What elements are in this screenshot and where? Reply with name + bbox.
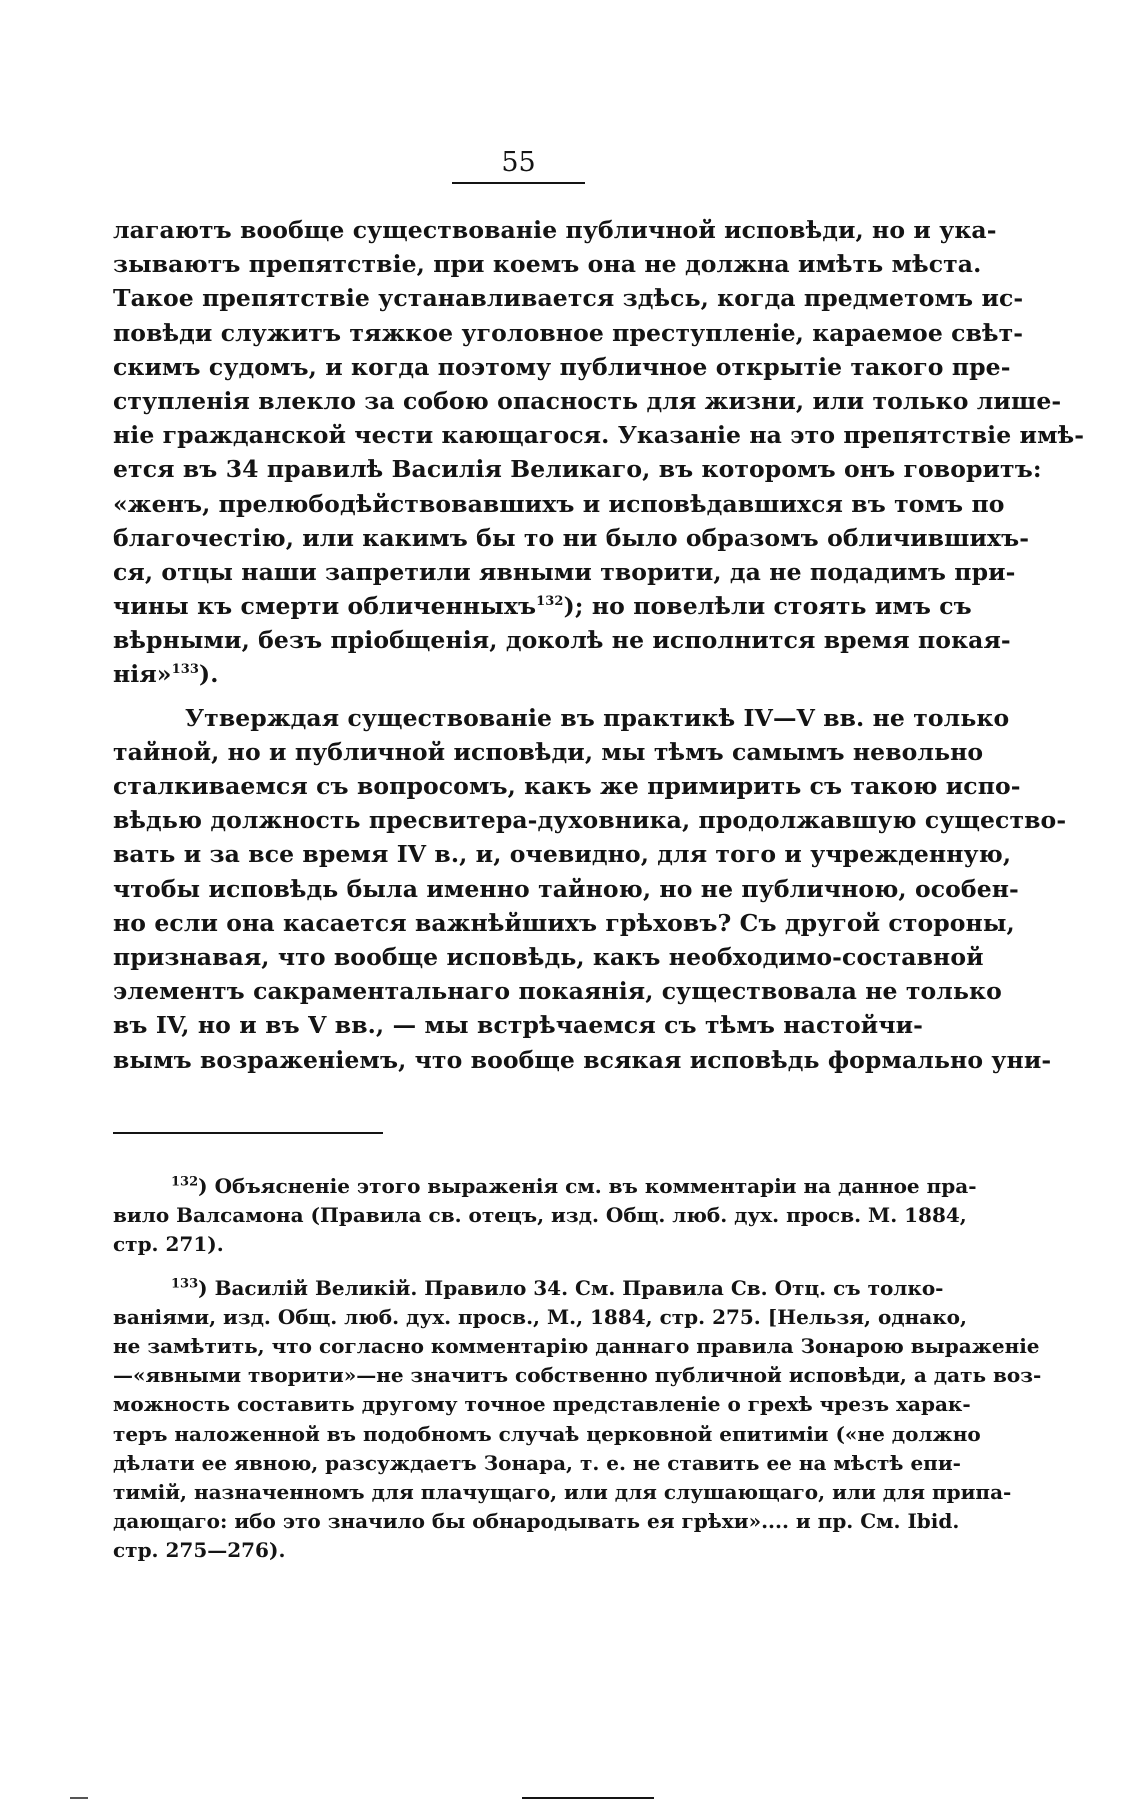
- text-line: вѣрными, безъ пріобщенія, доколѣ не исполнится время покая-: [113, 626, 1011, 655]
- footnote-line: [171, 1274, 944, 1303]
- text-line: Такое препятствіе устанавливается здѣсь, когда предметомъ ис-: [113, 284, 1024, 313]
- text-line: вать и за все время IV в., и, очевидно, для того и учрежденную,: [113, 840, 1012, 869]
- text-line: въ IV, но и въ V вв., — мы встрѣчаемся съ тѣмъ настойчи-: [113, 1011, 923, 1040]
- text-line: чтобы исповѣдь была именно тайною, но не публичною, особен-: [113, 874, 1019, 903]
- bottom-edge-mark: [70, 1797, 88, 1799]
- footnote-132: [113, 1172, 977, 1260]
- footnote-line: [171, 1172, 977, 1201]
- text-line: ется въ 34 правилѣ Василія Великаго, въ которомъ онъ говоритъ:: [113, 455, 1042, 484]
- footnote-ref-132: 132: [536, 594, 564, 610]
- text-line: благочестію, или какимъ бы то ни было образомъ обличившихъ-: [113, 523, 1030, 552]
- line-text: ).: [199, 660, 219, 689]
- footnote-line: —«явными творити»—не значитъ собственно публичной исповѣди, а дать воз-: [113, 1363, 1042, 1388]
- paragraph-start: Утверждая существованіе въ практикѣ IV—V вв. не только: [185, 703, 1010, 732]
- footnote-text: ) Объясненіе этого выраженія см. въ комментаріи на данное пра-: [198, 1174, 977, 1198]
- bottom-edge-rule: [522, 1797, 654, 1799]
- main-text: [113, 213, 1085, 1077]
- text-line: сталкиваемся съ вопросомъ, какъ же примирить съ такою испо-: [113, 772, 1021, 800]
- footnote-line: можность составить другому точное представленіе о грехѣ чрезъ харак-: [113, 1392, 971, 1417]
- footnote-line: дѣлати ее явною, разсуждаетъ Зонара, т. е. не ставить ее на мѣстѣ епи-: [113, 1450, 961, 1475]
- footnote-line: тимій, назначенномъ для плачущаго, или для слушающаго, или для припа-: [113, 1479, 1012, 1504]
- text-line: признавая, что вообще исповѣдь, какъ необходимо-составной: [113, 942, 984, 971]
- text-line: ся, отцы наши запретили явными творити, да не подадимъ при-: [113, 557, 1016, 586]
- line-text: ); но повелѣли стоять имъ съ: [563, 592, 972, 621]
- text-line: вѣдью должность пресвитера-духовника, продолжавшую существо-: [113, 806, 1067, 835]
- line-text: нія»: [113, 660, 172, 689]
- text-line: тайной, но и публичной исповѣди, мы тѣмъ самымъ невольно: [113, 737, 984, 766]
- footnote-marker: 133: [171, 1275, 199, 1291]
- footnote-line: теръ наложенной въ подобномъ случаѣ церковной епитиміи («не должно: [113, 1421, 981, 1446]
- footnote-line: стр. 275—276).: [113, 1538, 286, 1563]
- text-line: но если она касается важнѣйшихъ грѣховъ? Съ другой стороны,: [113, 908, 1015, 937]
- text-line: «женъ, прелюбодѣйствовавшихъ и исповѣдавшихся въ томъ по: [113, 489, 1005, 518]
- footnote-ref-133: 133: [171, 662, 200, 678]
- text-line: ніе гражданской чести кающагося. Указаніе на это препятствіе имѣ-: [113, 421, 1085, 450]
- footnotes: [113, 1172, 1042, 1579]
- footnote-line: дающаго: ибо это значило бы обнародывать ея грѣхи».... и пр. См. Ibid.: [113, 1509, 960, 1534]
- footnote-133: [113, 1274, 1042, 1566]
- text-line: [113, 589, 972, 623]
- text-line: вымъ возраженіемъ, что вообще всякая исповѣдь формально уни-: [113, 1045, 1052, 1074]
- footnote-line: вило Валсамона (Правила св. отецъ, изд. Общ. люб. дух. просв. М. 1884,: [113, 1203, 967, 1228]
- text-line: [113, 657, 923, 691]
- footnote-separator: [113, 1132, 383, 1134]
- footnote-line: ваніями, изд. Общ. люб. дух. просв., М., 1884, стр. 275. [Нельзя, однако,: [113, 1304, 967, 1329]
- text-line: зываютъ препятствіе, при коемъ она не должна имѣть мѣста.: [113, 250, 982, 279]
- text-line: элементъ сакраментальнаго покаянія, существовала не только: [113, 977, 1002, 1006]
- page-number: 55: [452, 148, 585, 184]
- footnote-line: не замѣтить, что согласно комментарію даннаго правила Зонарою выраженіе: [113, 1333, 1040, 1358]
- footnote-line: стр. 271).: [113, 1232, 224, 1257]
- line-text: чины къ смерти обличенныхъ: [113, 592, 537, 621]
- text-line: повѣди служитъ тяжкое уголовное преступленіе, караемое свѣт-: [113, 318, 1024, 347]
- text-line: ступленія влекло за собою опасность для жизни, или только лише-: [113, 386, 1062, 415]
- text-line: скимъ судомъ, и когда поэтому публичное открытіе такого пре-: [113, 352, 1011, 381]
- footnote-marker: 132: [171, 1174, 199, 1190]
- text-line: лагаютъ вообще существованіе публичной исповѣди, но и ука-: [113, 216, 997, 244]
- footnote-text: ) Василій Великій. Правило 34. См. Правила Св. Отц. съ толко-: [198, 1275, 944, 1300]
